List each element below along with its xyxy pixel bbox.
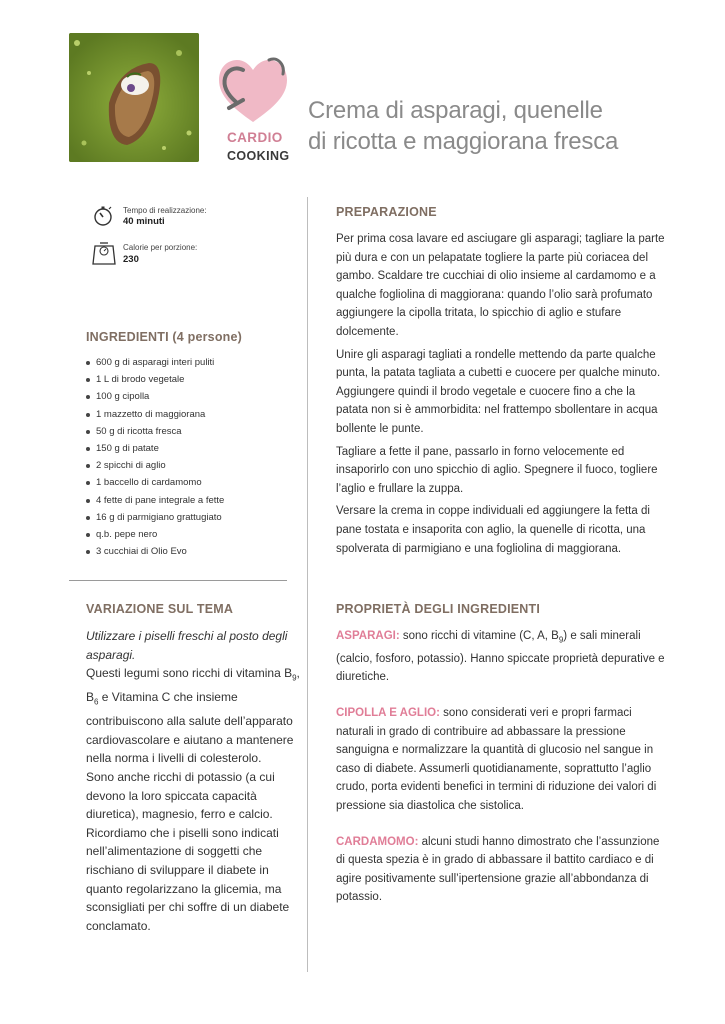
- subscript: 9: [292, 673, 297, 683]
- variation-paragraph-3: Ricordiamo che i piselli sono indicati nell’alimentazione di soggetti che rischiano di sviluppare il diabete in quanto regolarizzano la glicemia, ma sconsigliati per chi soffre di un diabete conclamato.: [86, 825, 290, 933]
- variation-paragraph-1: [86, 664, 301, 768]
- preparation-text: [336, 230, 666, 562]
- logo-text-cooking: COOKING: [227, 149, 290, 163]
- recipe-title: [308, 95, 708, 157]
- list-item: 16 g di parmigiano grattugiato: [86, 509, 224, 526]
- ingredients-heading: INGREDIENTI (4 persone): [86, 330, 243, 344]
- subscript: 9: [558, 635, 564, 645]
- column-divider: [307, 197, 308, 972]
- list-item: 1 L di brodo vegetale: [86, 371, 224, 388]
- time-label: Tempo di realizzazione:: [123, 206, 207, 215]
- preparation-paragraph-3: Tagliare a fette il pane, passarlo in forno velocemente ed insaporirlo con uno spicchio di aglio. Spegnere il fuoco, togliere l’aglio e frullare la zuppa.: [336, 445, 658, 495]
- cardio-cooking-logo: [213, 52, 293, 164]
- preparation-heading: PREPARAZIONE: [336, 205, 437, 219]
- text-run: ) e sali minerali (calcio, fosforo, potassio). Hanno spiccate proprietà depurative e diuretiche.: [336, 630, 665, 684]
- list-item: 150 g di patate: [86, 440, 224, 457]
- variation-text: [86, 627, 301, 935]
- ingredients-list: [86, 354, 224, 560]
- list-item: 50 g di ricotta fresca: [86, 423, 224, 440]
- preparation-paragraph-1: Per prima cosa lavare ed asciugare gli asparagi; tagliare la parte più dura e con un pelapatate togliere la parte più coriacea del gambo. Scaldare tre cucchiai di olio insieme al cardamomo e a qualche fogliolina di maggiorana: quando l’olio sarà profumato aggiungere la cipolla tritata, lo spicchio di aglio e stufare dolcemente.: [336, 233, 665, 338]
- property-label: CIPOLLA E AGLIO:: [336, 707, 440, 720]
- heart-hat-icon: [213, 52, 293, 130]
- title-line-2: di ricotta e maggiorana fresca: [308, 128, 619, 155]
- property-asparagi: [336, 627, 666, 687]
- variation-paragraph-2: Sono anche ricchi di potassio (a cui devono la loro spiccata capacità diuretica), magnesio, ferro e calcio.: [86, 769, 275, 822]
- list-item: 1 mazzetto di maggiorana: [86, 406, 224, 423]
- list-item: 4 fette di pane integrale a fette: [86, 492, 224, 509]
- time-value: 40 minuti: [123, 216, 165, 227]
- calories-label: Calorie per porzione:: [123, 243, 198, 252]
- preparation-paragraph-4: Versare la crema in coppe individuali ed aggiungere la fetta di pane tostata e insaporita con aglio, la quenelle di ricotta, una spolverata di parmigiano e una fogliolina di maggiorana.: [336, 505, 650, 555]
- text-run: , B: [86, 666, 300, 705]
- list-item: q.b. pepe nero: [86, 526, 224, 543]
- title-line-1: Crema di asparagi, quenelle: [308, 97, 603, 124]
- text-run: alcuni studi hanno dimostrato che l’assunzione di questa spezia è in grado di abbassare il battito cardiaco e di agire positivamente sull’ipertensione grazie all’abbondanza di potassio.: [336, 835, 660, 904]
- variation-heading: VARIAZIONE SUL TEMA: [86, 602, 234, 616]
- text-run: e Vitamina C che insieme contribuiscono alla salute dell’apparato cardiovascolare e aiutano a mantenere nella norma i livelli di colesterolo.: [86, 690, 294, 766]
- text-run: Questi legumi sono ricchi di vitamina B: [86, 666, 293, 681]
- property-cardamomo: [336, 833, 666, 907]
- property-cipolla-aglio: [336, 704, 666, 816]
- logo-text-cardio: CARDIO: [227, 130, 283, 145]
- subscript: 6: [94, 697, 99, 707]
- list-item: 2 spicchi di aglio: [86, 457, 224, 474]
- property-label: CARDAMOMO:: [336, 835, 419, 848]
- preparation-paragraph-2: Unire gli asparagi tagliati a rondelle mettendo da parte qualche punta, la patata tagliata a cubetti e cuocere per qualche minuto. Aggiungere quindi il brodo vegetale e cuocere fino a che la patata non si è ammorbidita: nel frattempo sbollentare in acqua bollente le punte.: [336, 348, 661, 435]
- list-item: 3 cucchiai di Olio Evo: [86, 543, 224, 560]
- section-divider: [69, 580, 287, 581]
- properties-heading: PROPRIETÀ DEGLI INGREDIENTI: [336, 602, 541, 616]
- variation-intro: Utilizzare i piselli freschi al posto degli asparagi.: [86, 629, 288, 662]
- list-item: 100 g cipolla: [86, 388, 224, 405]
- dish-photo: [69, 33, 199, 162]
- calories-value: 230: [123, 254, 139, 265]
- list-item: 600 g di asparagi interi puliti: [86, 354, 224, 371]
- stopwatch-icon: [92, 204, 116, 228]
- text-run: sono considerati veri e propri farmaci naturali in grado di contribuire ad abbassare la pressione sanguigna e normalizzare la quantità di glucosio nel sangue in caso di diabete. Assumerli quotidianamente, soprattutto l’aglio crudo, porta evidenti benefici in termini di riduzione dei valori di pressione sia diastolica che sistolica.: [336, 707, 657, 813]
- scale-icon: [92, 240, 116, 266]
- property-label: ASPARAGI:: [336, 630, 400, 642]
- properties-text: [336, 627, 666, 924]
- list-item: 1 baccello di cardamomo: [86, 474, 224, 491]
- text-run: sono ricchi di vitamine (C, A, B: [399, 630, 559, 642]
